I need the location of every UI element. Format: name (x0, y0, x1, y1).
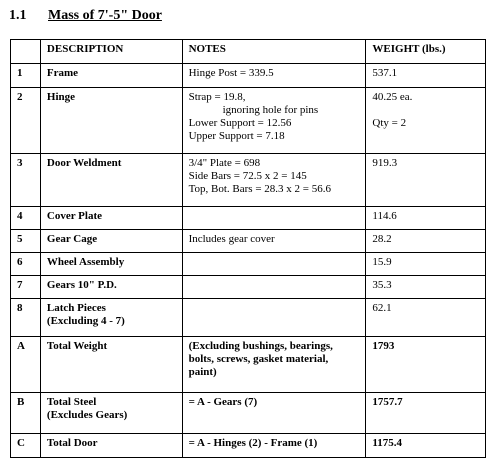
row-description: Frame (40, 64, 182, 88)
section-number: 1.1 (9, 8, 27, 23)
table-row (11, 337, 486, 392)
row-notes: Hinge Post = 339.5 (182, 64, 366, 88)
table-row (11, 64, 486, 88)
table-header-row (11, 40, 486, 64)
row-description: Latch Pieces (Excluding 4 - 7) (40, 299, 182, 337)
row-description: Cover Plate (40, 206, 182, 229)
row-id: 5 (11, 229, 41, 252)
row-weight: 1175.4 (366, 433, 486, 457)
table-row (11, 392, 486, 433)
row-weight: 40.25 ea. Qty = 2 (366, 88, 486, 154)
row-id: 2 (11, 88, 41, 154)
row-notes: = A - Gears (7) (182, 392, 366, 433)
row-description: Total Weight (40, 337, 182, 392)
row-weight: 28.2 (366, 229, 486, 252)
section-heading (9, 8, 162, 24)
row-weight: 62.1 (366, 299, 486, 337)
row-id: 8 (11, 299, 41, 337)
table-row (11, 252, 486, 275)
row-notes: Strap = 19.8, ignoring hole for pins Lower Support = 12.56 Upper Support = 7.18 (182, 88, 366, 154)
row-notes (182, 299, 366, 337)
row-id: A (11, 337, 41, 392)
row-notes: = A - Hinges (2) - Frame (1) (182, 433, 366, 457)
row-id: 6 (11, 252, 41, 275)
table-row (11, 154, 486, 206)
row-description: Hinge (40, 88, 182, 154)
row-id: 4 (11, 206, 41, 229)
row-id: 1 (11, 64, 41, 88)
row-weight: 1793 (366, 337, 486, 392)
row-description: Gear Cage (40, 229, 182, 252)
row-weight: 114.6 (366, 206, 486, 229)
row-notes (182, 276, 366, 299)
table-row (11, 229, 486, 252)
section-title: Mass of 7'-5" Door (48, 8, 162, 23)
header-description: DESCRIPTION (40, 40, 182, 64)
row-id: 3 (11, 154, 41, 206)
row-notes: Includes gear cover (182, 229, 366, 252)
table-row (11, 88, 486, 154)
row-id: 7 (11, 276, 41, 299)
row-id: C (11, 433, 41, 457)
row-description: Wheel Assembly (40, 252, 182, 275)
row-notes (182, 206, 366, 229)
row-weight: 15.9 (366, 252, 486, 275)
row-weight: 537.1 (366, 64, 486, 88)
row-description: Total Steel (Excludes Gears) (40, 392, 182, 433)
table-row (11, 433, 486, 457)
row-description: Total Door (40, 433, 182, 457)
table-row (11, 276, 486, 299)
row-notes (182, 252, 366, 275)
row-description: Door Weldment (40, 154, 182, 206)
table-row (11, 299, 486, 337)
row-notes: (Excluding bushings, bearings, bolts, screws, gasket material, paint) (182, 337, 366, 392)
header-weight: WEIGHT (lbs.) (366, 40, 486, 64)
row-weight: 1757.7 (366, 392, 486, 433)
table-row (11, 206, 486, 229)
row-weight: 919.3 (366, 154, 486, 206)
row-id: B (11, 392, 41, 433)
row-weight: 35.3 (366, 276, 486, 299)
header-notes: NOTES (182, 40, 366, 64)
header-id (11, 40, 41, 64)
mass-table (10, 39, 486, 458)
row-notes: 3/4" Plate = 698 Side Bars = 72.5 x 2 = 145 Top, Bot. Bars = 28.3 x 2 = 56.6 (182, 154, 366, 206)
row-description: Gears 10" P.D. (40, 276, 182, 299)
